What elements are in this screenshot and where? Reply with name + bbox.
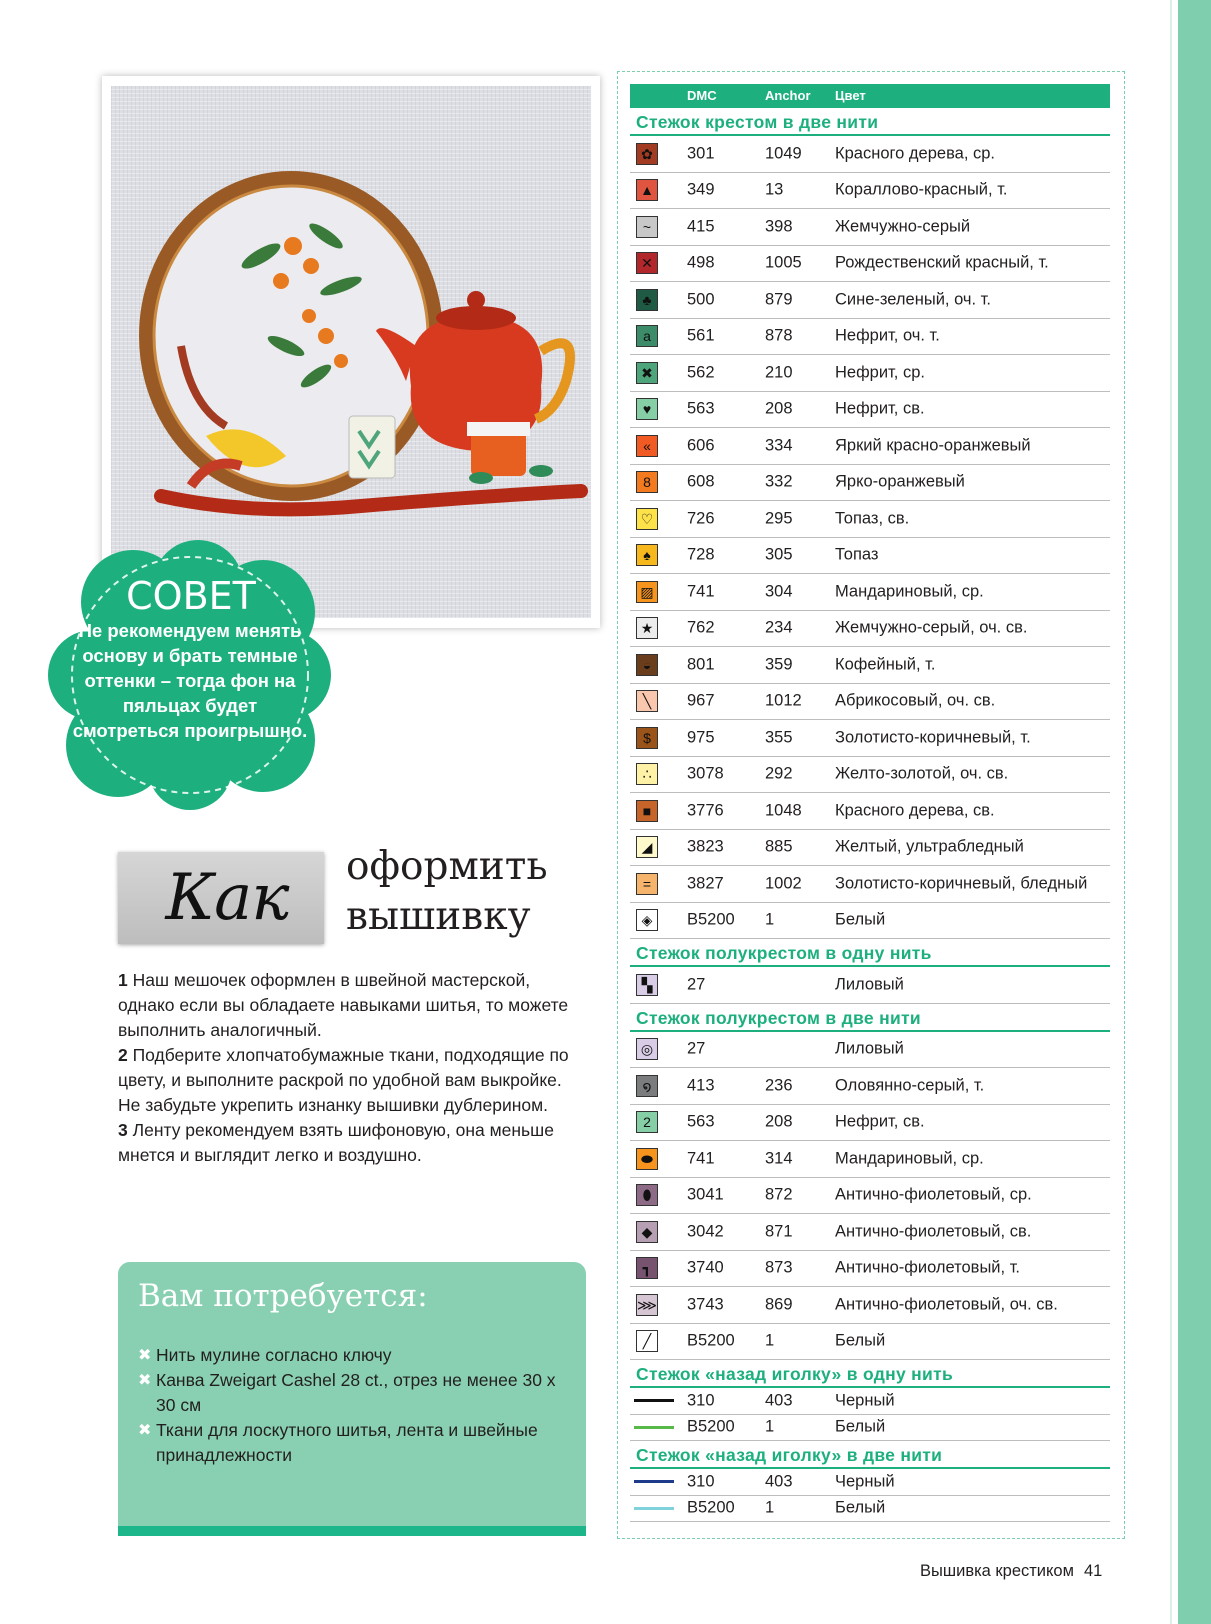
stitch-symbol-icon: « bbox=[636, 435, 658, 457]
dmc-number: 3041 bbox=[687, 1185, 724, 1204]
key-row bbox=[630, 319, 1110, 356]
dmc-number: 801 bbox=[687, 655, 715, 674]
color-name: Лиловый bbox=[835, 975, 904, 994]
color-name: Мандариновый, ср. bbox=[835, 582, 984, 601]
needs-item bbox=[138, 1368, 578, 1418]
dmc-number: B5200 bbox=[687, 910, 735, 929]
side-line bbox=[1170, 0, 1172, 1624]
key-row bbox=[630, 1496, 1110, 1523]
magazine-name: Вышивка крестиком bbox=[920, 1562, 1074, 1580]
anchor-number: 304 bbox=[765, 582, 793, 601]
howto-heading-line2: вышивку bbox=[346, 894, 531, 939]
key-row bbox=[630, 209, 1110, 246]
needs-title: Вам потребуется: bbox=[138, 1278, 428, 1314]
color-key-header bbox=[630, 84, 1110, 108]
key-section-title: Стежок «назад иголку» в две нити bbox=[630, 1441, 1110, 1469]
anchor-number: 208 bbox=[765, 399, 793, 418]
key-row bbox=[630, 173, 1110, 210]
cross-bullet-icon: ✖ bbox=[138, 1372, 152, 1389]
color-name: Нефрит, св. bbox=[835, 1112, 925, 1131]
key-section-title: Стежок крестом в две нити bbox=[630, 108, 1110, 136]
color-name: Жемчужно-серый, оч. св. bbox=[835, 618, 1028, 637]
step-3 bbox=[118, 1118, 576, 1168]
dmc-number: 27 bbox=[687, 1039, 706, 1058]
howto-heading bbox=[346, 842, 548, 942]
header-color: Цвет bbox=[835, 88, 866, 103]
backstitch-line-sample bbox=[634, 1426, 674, 1429]
needs-item bbox=[138, 1343, 578, 1368]
howto-heading-line1: оформить bbox=[346, 844, 548, 889]
key-row bbox=[630, 1214, 1110, 1251]
anchor-number: 236 bbox=[765, 1076, 793, 1095]
anchor-number: 1002 bbox=[765, 874, 802, 893]
color-name: Желтый, ультрабледный bbox=[835, 837, 1024, 856]
key-row bbox=[630, 1141, 1110, 1178]
anchor-number: 878 bbox=[765, 326, 793, 345]
dmc-number: 726 bbox=[687, 509, 715, 528]
color-name: Белый bbox=[835, 910, 886, 929]
key-section-title: Стежок полукрестом в одну нить bbox=[630, 939, 1110, 967]
color-name: Рождественский красный, т. bbox=[835, 253, 1049, 272]
stitch-symbol-icon: ໑ bbox=[636, 1075, 658, 1097]
needs-list bbox=[138, 1343, 578, 1468]
anchor-number: 1005 bbox=[765, 253, 802, 272]
color-name: Антично-фиолетовый, ср. bbox=[835, 1185, 1032, 1204]
anchor-number: 871 bbox=[765, 1222, 793, 1241]
dmc-number: 3743 bbox=[687, 1295, 724, 1314]
stitch-symbol-icon: ⋙ bbox=[636, 1294, 658, 1316]
needs-item bbox=[138, 1418, 578, 1468]
howto-steps bbox=[118, 968, 576, 1168]
color-name: Топаз, св. bbox=[835, 509, 910, 528]
stitch-symbol-icon: ~ bbox=[636, 216, 658, 238]
key-section-title: Стежок полукрестом в две нити bbox=[630, 1004, 1110, 1032]
dmc-number: 608 bbox=[687, 472, 715, 491]
dmc-number: 975 bbox=[687, 728, 715, 747]
stitch-symbol-icon: ♡ bbox=[636, 508, 658, 530]
dmc-number: 349 bbox=[687, 180, 715, 199]
sovet-text: Не рекомендуем менять основу и брать темные оттенки – тогда фон на пяльцах будет смотреться проигрышно. bbox=[72, 620, 308, 741]
key-row bbox=[630, 866, 1110, 903]
color-name: Черный bbox=[835, 1472, 895, 1491]
stitch-symbol-icon: ◈ bbox=[636, 909, 658, 931]
dmc-number: B5200 bbox=[687, 1331, 735, 1350]
key-row bbox=[630, 1469, 1110, 1496]
step-2 bbox=[118, 1043, 576, 1118]
anchor-number: 234 bbox=[765, 618, 793, 637]
sovet-title: СОВЕТ bbox=[126, 574, 256, 618]
anchor-number: 1049 bbox=[765, 144, 802, 163]
needs-item-text: Нить мулине согласно ключу bbox=[156, 1345, 392, 1365]
dmc-number: 3776 bbox=[687, 801, 724, 820]
color-name: Красного дерева, св. bbox=[835, 801, 995, 820]
color-name: Топаз bbox=[835, 545, 879, 564]
key-row bbox=[630, 465, 1110, 502]
step-number: 2 bbox=[118, 1045, 128, 1065]
stitch-symbol-icon: ▲ bbox=[636, 179, 658, 201]
stitch-symbol-icon: ◒ bbox=[636, 654, 658, 676]
key-row bbox=[630, 757, 1110, 794]
dmc-number: 500 bbox=[687, 290, 715, 309]
dmc-number: 301 bbox=[687, 144, 715, 163]
dmc-number: 728 bbox=[687, 545, 715, 564]
key-row bbox=[630, 793, 1110, 830]
key-row bbox=[630, 501, 1110, 538]
step-number: 1 bbox=[118, 970, 128, 990]
key-row bbox=[630, 647, 1110, 684]
dmc-number: 561 bbox=[687, 326, 715, 345]
dmc-number: 3740 bbox=[687, 1258, 724, 1277]
embroidery-photo bbox=[111, 86, 591, 618]
anchor-number: 869 bbox=[765, 1295, 793, 1314]
anchor-number: 334 bbox=[765, 436, 793, 455]
anchor-number: 355 bbox=[765, 728, 793, 747]
dmc-number: 3823 bbox=[687, 837, 724, 856]
key-row bbox=[630, 1068, 1110, 1105]
stitch-symbol-icon: ╱ bbox=[636, 1330, 658, 1352]
stitch-symbol-icon: ♣ bbox=[636, 289, 658, 311]
backstitch-line-sample bbox=[634, 1480, 674, 1483]
stitch-symbol-icon: = bbox=[636, 873, 658, 895]
color-name: Белый bbox=[835, 1417, 886, 1436]
stitch-symbol-icon: $ bbox=[636, 727, 658, 749]
dmc-number: 741 bbox=[687, 582, 715, 601]
anchor-number: 885 bbox=[765, 837, 793, 856]
key-row bbox=[630, 392, 1110, 429]
dmc-number: 3827 bbox=[687, 874, 724, 893]
teapot-embroidery-image bbox=[111, 86, 591, 618]
dmc-number: 3042 bbox=[687, 1222, 724, 1241]
step-text: Подберите хлопчатобумажные ткани, подходящие по цвету, и выполните раскрой по удобной вам выкройке. Не забудьте укрепить изнанку вышивки дублерином. bbox=[118, 1045, 569, 1115]
color-name: Желто-золотой, оч. св. bbox=[835, 764, 1009, 783]
dmc-number: 741 bbox=[687, 1149, 715, 1168]
dmc-number: 415 bbox=[687, 217, 715, 236]
color-key-table bbox=[630, 108, 1110, 1522]
anchor-number: 359 bbox=[765, 655, 793, 674]
anchor-number: 314 bbox=[765, 1149, 793, 1168]
key-row bbox=[630, 1415, 1110, 1442]
key-row bbox=[630, 684, 1110, 721]
anchor-number: 872 bbox=[765, 1185, 793, 1204]
key-row bbox=[630, 1251, 1110, 1288]
anchor-number: 210 bbox=[765, 363, 793, 382]
anchor-number: 292 bbox=[765, 764, 793, 783]
color-name: Белый bbox=[835, 1331, 886, 1350]
key-row bbox=[630, 355, 1110, 392]
anchor-number: 208 bbox=[765, 1112, 793, 1131]
stitch-symbol-icon: ✿ bbox=[636, 143, 658, 165]
step-1 bbox=[118, 968, 576, 1043]
stitch-symbol-icon: 2 bbox=[636, 1111, 658, 1133]
key-row bbox=[630, 830, 1110, 867]
side-color-band bbox=[1178, 0, 1211, 1624]
stitch-symbol-icon: ♠ bbox=[636, 544, 658, 566]
anchor-number: 403 bbox=[765, 1472, 793, 1491]
stitch-symbol-icon: ◆ bbox=[636, 1221, 658, 1243]
color-name: Ярко-оранжевый bbox=[835, 472, 965, 491]
key-row bbox=[630, 1324, 1110, 1361]
color-name: Нефрит, ср. bbox=[835, 363, 925, 382]
color-name: Яркий красно-оранжевый bbox=[835, 436, 1031, 455]
color-name: Золотисто-коричневый, бледный bbox=[835, 874, 1088, 893]
stitch-symbol-icon: ┓ bbox=[636, 1257, 658, 1279]
key-section-title: Стежок «назад иголку» в одну нить bbox=[630, 1360, 1110, 1388]
anchor-number: 332 bbox=[765, 472, 793, 491]
stitch-symbol-icon: ◢ bbox=[636, 836, 658, 858]
dmc-number: B5200 bbox=[687, 1417, 735, 1436]
key-row bbox=[630, 1032, 1110, 1069]
needs-item-text: Канва Zweigart Cashel 28 ct., отрез не менее 30 х 30 см bbox=[156, 1370, 556, 1415]
color-name: Мандариновый, ср. bbox=[835, 1149, 984, 1168]
key-row bbox=[630, 967, 1110, 1004]
stitch-symbol-icon: ⬮ bbox=[636, 1184, 658, 1206]
key-row bbox=[630, 428, 1110, 465]
color-name: Сине-зеленый, оч. т. bbox=[835, 290, 991, 309]
key-row bbox=[630, 574, 1110, 611]
key-row bbox=[630, 1388, 1110, 1415]
dmc-number: 562 bbox=[687, 363, 715, 382]
anchor-number: 398 bbox=[765, 217, 793, 236]
stitch-symbol-icon: ★ bbox=[636, 617, 658, 639]
dmc-number: 3078 bbox=[687, 764, 724, 783]
kak-label-text: Как bbox=[165, 861, 289, 935]
stitch-symbol-icon: ◎ bbox=[636, 1038, 658, 1060]
stitch-symbol-icon: a bbox=[636, 325, 658, 347]
backstitch-line-sample bbox=[634, 1507, 674, 1510]
dmc-number: 27 bbox=[687, 975, 706, 994]
color-name: Антично-фиолетовый, оч. св. bbox=[835, 1295, 1058, 1314]
anchor-number: 1 bbox=[765, 1498, 775, 1517]
stitch-symbol-icon: ╲ bbox=[636, 690, 658, 712]
anchor-number: 1048 bbox=[765, 801, 802, 820]
needs-box-bottom-bar bbox=[118, 1526, 586, 1536]
dmc-number: 606 bbox=[687, 436, 715, 455]
key-row bbox=[630, 720, 1110, 757]
dmc-number: 563 bbox=[687, 1112, 715, 1131]
dmc-number: 563 bbox=[687, 399, 715, 418]
color-name: Оловянно-серый, т. bbox=[835, 1076, 985, 1095]
color-name: Антично-фиолетовый, т. bbox=[835, 1258, 1021, 1277]
cross-bullet-icon: ✖ bbox=[138, 1347, 152, 1364]
color-name: Нефрит, св. bbox=[835, 399, 925, 418]
anchor-number: 13 bbox=[765, 180, 784, 199]
key-row bbox=[630, 1105, 1110, 1142]
header-anchor: Anchor bbox=[765, 88, 811, 103]
key-row bbox=[630, 282, 1110, 319]
dmc-number: B5200 bbox=[687, 1498, 735, 1517]
step-text: Ленту рекомендуем взять шифоновую, она меньше мнется и выглядит легко и воздушно. bbox=[118, 1120, 554, 1165]
color-name: Нефрит, оч. т. bbox=[835, 326, 940, 345]
color-name: Кофейный, т. bbox=[835, 655, 936, 674]
page-footer bbox=[920, 1562, 1102, 1581]
step-text: Наш мешочек оформлен в швейной мастерской, однако если вы обладаете навыками шитья, то можете выполнить аналогичный. bbox=[118, 970, 569, 1040]
anchor-number: 295 bbox=[765, 509, 793, 528]
stitch-symbol-icon: ♥ bbox=[636, 398, 658, 420]
stitch-symbol-icon: ✖ bbox=[636, 362, 658, 384]
stitch-symbol-icon: ■ bbox=[636, 800, 658, 822]
anchor-number: 1012 bbox=[765, 691, 802, 710]
dmc-number: 967 bbox=[687, 691, 715, 710]
color-name: Белый bbox=[835, 1498, 886, 1517]
header-dmc: DMC bbox=[687, 88, 717, 103]
anchor-number: 1 bbox=[765, 910, 775, 929]
key-row bbox=[630, 903, 1110, 940]
key-row bbox=[630, 246, 1110, 283]
dmc-number: 498 bbox=[687, 253, 715, 272]
stitch-symbol-icon: ▚ bbox=[636, 974, 658, 996]
dmc-number: 762 bbox=[687, 618, 715, 637]
stitch-symbol-icon: 8 bbox=[636, 471, 658, 493]
color-name: Жемчужно-серый bbox=[835, 217, 971, 236]
dmc-number: 413 bbox=[687, 1076, 715, 1095]
anchor-number: 1 bbox=[765, 1331, 775, 1350]
key-row bbox=[630, 611, 1110, 648]
anchor-number: 873 bbox=[765, 1258, 793, 1277]
stitch-symbol-icon: ∴ bbox=[636, 763, 658, 785]
anchor-number: 305 bbox=[765, 545, 793, 564]
color-name: Золотисто-коричневый, т. bbox=[835, 728, 1031, 747]
key-row bbox=[630, 1287, 1110, 1324]
key-row bbox=[630, 538, 1110, 575]
backstitch-line-sample bbox=[634, 1399, 674, 1402]
color-name: Черный bbox=[835, 1391, 895, 1410]
needs-item-text: Ткани для лоскутного шитья, лента и швейные принадлежности bbox=[156, 1420, 538, 1465]
dmc-number: 310 bbox=[687, 1391, 715, 1410]
dmc-number: 310 bbox=[687, 1472, 715, 1491]
color-name: Лиловый bbox=[835, 1039, 904, 1058]
cross-bullet-icon: ✖ bbox=[138, 1422, 152, 1439]
stitch-symbol-icon: ✕ bbox=[636, 252, 658, 274]
anchor-number: 1 bbox=[765, 1417, 775, 1436]
stitch-symbol-icon: ⬬ bbox=[636, 1148, 658, 1170]
color-name: Абрикосовый, оч. св. bbox=[835, 691, 996, 710]
page-number: 41 bbox=[1083, 1562, 1103, 1580]
key-row bbox=[630, 1178, 1110, 1215]
color-name: Антично-фиолетовый, св. bbox=[835, 1222, 1032, 1241]
anchor-number: 879 bbox=[765, 290, 793, 309]
anchor-number: 403 bbox=[765, 1391, 793, 1410]
stitch-symbol-icon: ▨ bbox=[636, 581, 658, 603]
color-name: Кораллово-красный, т. bbox=[835, 180, 1008, 199]
color-name: Красного дерева, ср. bbox=[835, 144, 996, 163]
key-row bbox=[630, 136, 1110, 173]
step-number: 3 bbox=[118, 1120, 128, 1140]
